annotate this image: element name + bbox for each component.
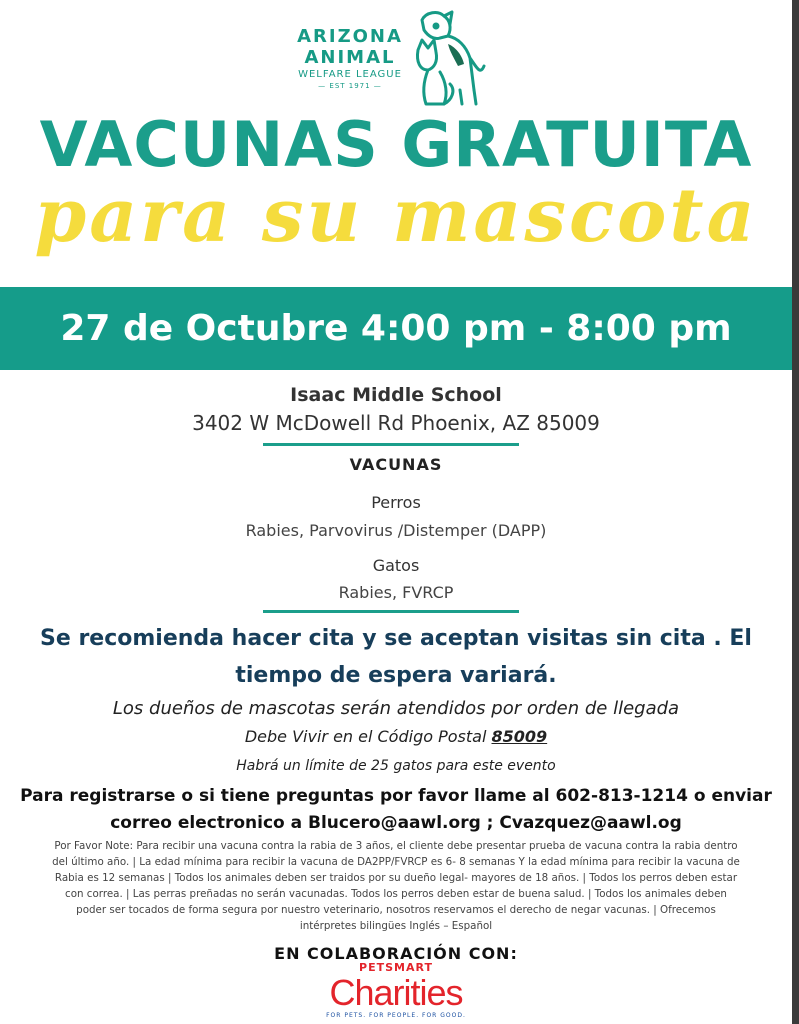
vaccines-heading: VACUNAS [349, 455, 443, 474]
date-banner-text: 27 de Octubre 4:00 pm - 8:00 pm [60, 308, 732, 349]
aawl-logo [288, 6, 494, 110]
dog-cat-icon [404, 6, 494, 110]
partner-tagline: FOR PETS. FOR PEOPLE. FOR GOOD. [326, 1012, 466, 1019]
partner-main-text: Charities [329, 972, 463, 1013]
appointment-recommendation: Se recomienda hacer cita y se aceptan visitas sin cita . El tiempo de espera variará. [40, 626, 752, 688]
logo-text [288, 6, 412, 91]
dogs-label: Perros [371, 493, 421, 512]
zip-requirement [0, 727, 792, 746]
partner-top-text: PETSMART [359, 961, 433, 974]
divider-bottom [263, 610, 519, 613]
order-note: Los dueños de mascotas serán atendidos por orden de llegada [112, 698, 680, 719]
logo-line-2: ANIMAL [304, 47, 396, 68]
headline-title: VACUNAS GRATUITA [39, 108, 753, 181]
zip-prefix: Debe Vivir en el Código Postal [244, 727, 492, 746]
location-name: Isaac Middle School [290, 384, 502, 406]
logo-line-3: WELFARE LEAGUE [298, 69, 402, 80]
headline-subtitle: para su mascota [34, 173, 758, 259]
fine-print: Por Favor Note: Para recibir una vacuna contra la rabia de 3 años, el cliente debe presentar prueba de vacuna contra la rabia dentro del último año. | La edad mínima para recibir la vacuna de DA2PP/FVRCP es 6- 8 semanas Y la edad mínima para recibir la vacuna de Rabia es 12 semanas | Todos los animales deben ser traidos por su dueño legal- mayores de 18 años. | Todos los perros deben estar con correa. | Las perras preñadas no serán vacunadas. Todos los perros deben estar de buena salud. | Todos los animales deben poder ser tocados de forma segura por nuestro veterinario, nosotros reservamos el derecho de negar vacunas. | Ofrecemos intérpretes bilingües Inglés – Español [52, 840, 740, 932]
zip-code: 85009 [491, 727, 548, 746]
collaboration-heading: EN COLABORACIÓN CON: [274, 944, 518, 963]
window-edge [792, 0, 799, 1024]
divider-top [263, 443, 519, 446]
logo-line-4: — EST 1971 — [318, 82, 382, 90]
cat-limit-note: Habrá un límite de 25 gatos para este evento [236, 758, 556, 774]
dogs-vaccine-list: Rabies, Parvovirus /Distemper (DAPP) [245, 521, 547, 540]
registration-contact: Para registrarse o si tiene preguntas por favor llame al 602-813-1214 o enviar correo electronico a Blucero@aawl.org ; Cvazquez@aawl.og [20, 786, 772, 833]
cats-vaccine-list: Rabies, FVRCP [338, 583, 454, 602]
date-banner [0, 287, 792, 370]
cats-label: Gatos [372, 556, 420, 575]
logo-line-1: ARIZONA [297, 26, 403, 47]
location-address: 3402 W McDowell Rd Phoenix, AZ 85009 [192, 411, 600, 435]
petsmart-charities-logo [300, 962, 492, 1024]
